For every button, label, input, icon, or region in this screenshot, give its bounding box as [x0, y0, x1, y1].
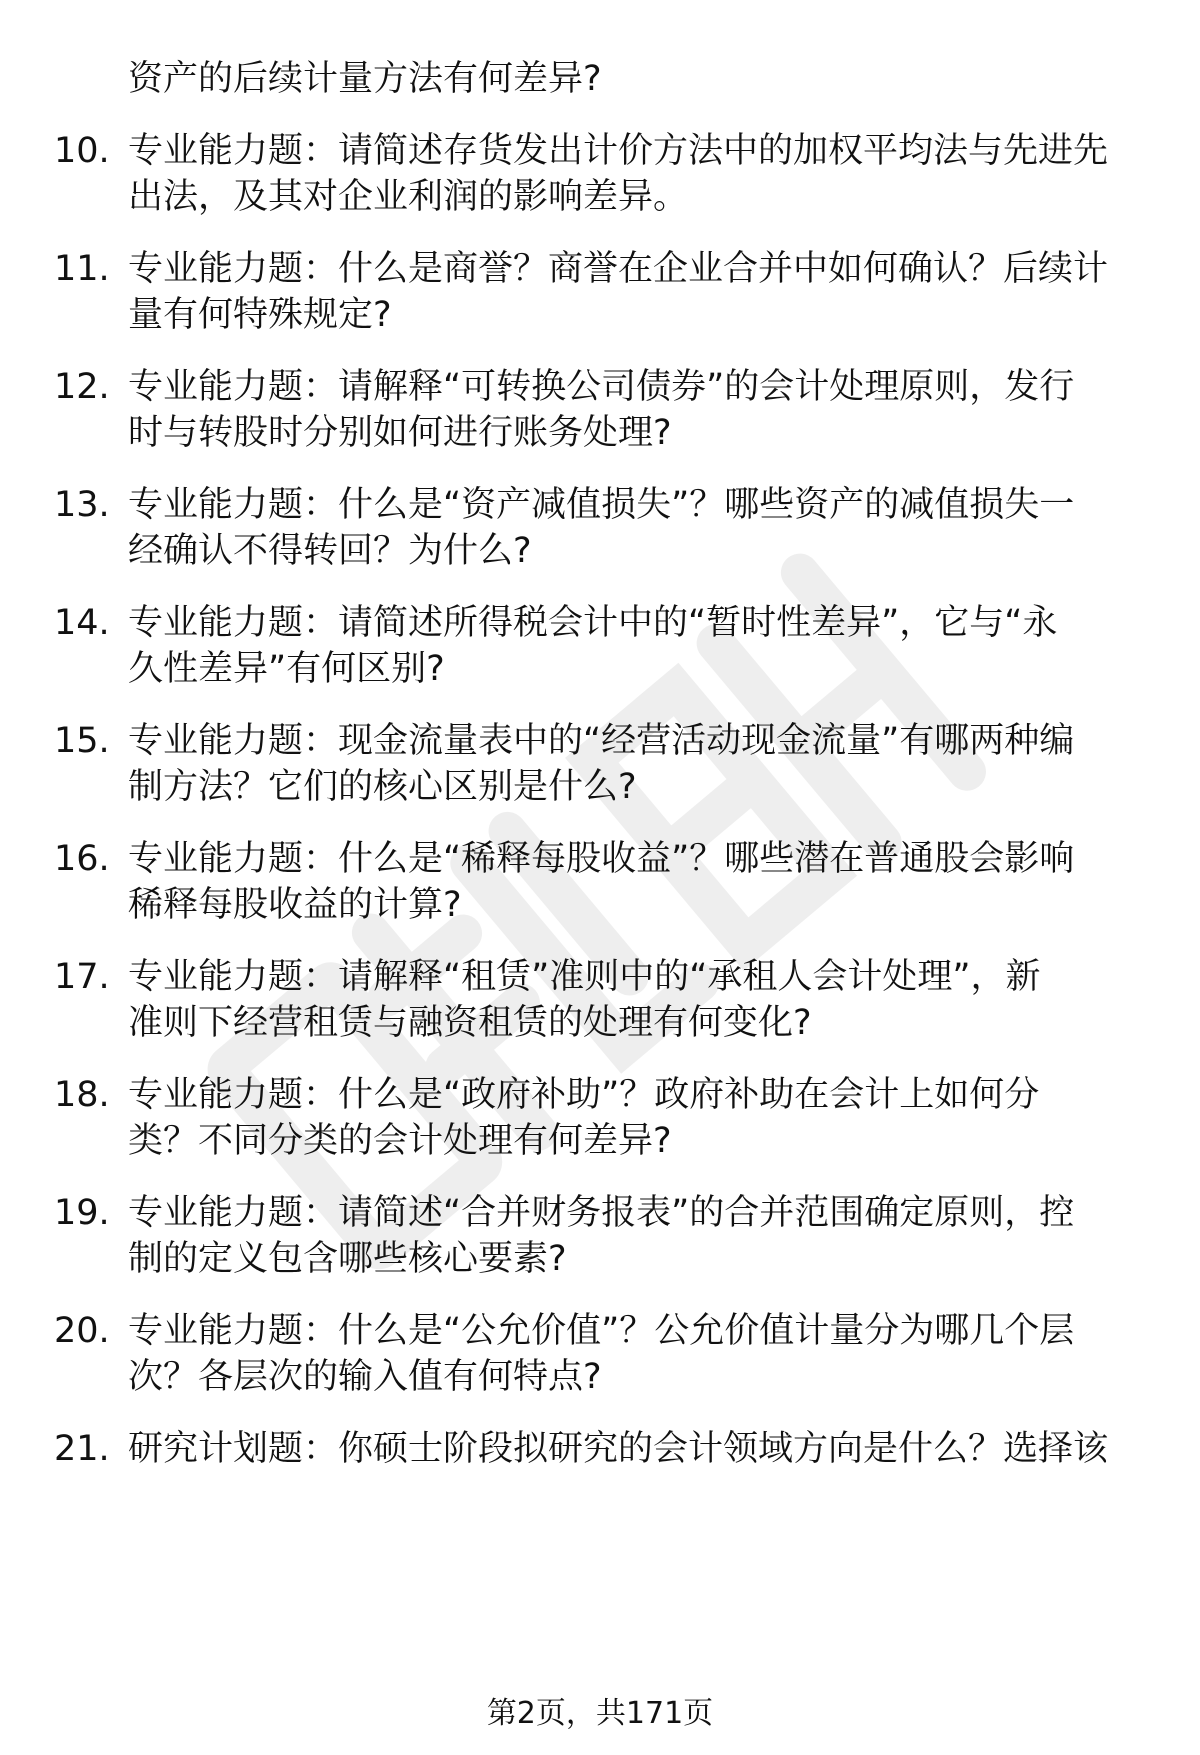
question-text-line: 专业能力题：什么是“公允价值”？公允价值计量分为哪几个层 — [128, 1311, 1075, 1351]
question-text-line: 时与转股时分别如何进行账务处理? — [128, 413, 672, 453]
question-text-line: 稀释每股收益的计算? — [128, 885, 462, 925]
question-text-line: 专业能力题：请解释“租赁”准则中的“承租人会计处理”，新 — [128, 957, 1041, 997]
question-text-line: 专业能力题：什么是“政府补助”？政府补助在会计上如何分 — [128, 1075, 1040, 1115]
question-number: 17. — [54, 957, 110, 997]
question-text-line: 专业能力题：什么是“稀释每股收益”？哪些潜在普通股会影响 — [128, 839, 1075, 879]
question-text-line: 出法，及其对企业利润的影响差异。 — [128, 177, 689, 217]
question-text-line: 次？各层次的输入值有何特点? — [128, 1357, 602, 1397]
question-text-line: 专业能力题：什么是“资产减值损失”？哪些资产的减值损失一 — [128, 485, 1075, 525]
question-number: 12. — [54, 367, 110, 407]
question-number: 13. — [54, 485, 110, 525]
question-text-line: 专业能力题：请简述“合并财务报表”的合并范围确定原则，控 — [128, 1193, 1075, 1233]
question-text-line: 类？不同分类的会计处理有何差异? — [128, 1121, 672, 1161]
question-number: 21. — [54, 1429, 110, 1469]
question-text-line: 制的定义包含哪些核心要素? — [128, 1239, 567, 1279]
question-text-line: 专业能力题：什么是商誉？商誉在企业合并中如何确认？后续计 — [128, 249, 1109, 289]
question-number: 10. — [54, 131, 110, 171]
question-text-line: 专业能力题：请解释“可转换公司债券”的会计处理原则，发行 — [128, 367, 1075, 407]
question-text-line: 专业能力题：请简述所得税会计中的“暂时性差异”，它与“永 — [128, 603, 1058, 643]
question-text-line: 久性差异”有何区别? — [128, 649, 445, 689]
question-number: 16. — [54, 839, 110, 879]
question-text-line: 量有何特殊规定? — [128, 295, 392, 335]
question-number: 18. — [54, 1075, 110, 1115]
question-text-line: 经确认不得转回？为什么? — [128, 531, 532, 571]
question-number: 15. — [54, 721, 110, 761]
question-number: 14. — [54, 603, 110, 643]
question-number: 19. — [54, 1193, 110, 1233]
question-number: 11. — [54, 249, 110, 289]
question-text-line: 资产的后续计量方法有何差异? — [128, 59, 602, 99]
page-footer: 第2页，共171页 — [486, 1696, 714, 1731]
question-text-line: 专业能力题：现金流量表中的“经营活动现金流量”有哪两种编 — [128, 721, 1075, 761]
question-text-line: 专业能力题：请简述存货发出计价方法中的加权平均法与先进先 — [128, 131, 1109, 171]
question-number: 20. — [54, 1311, 110, 1351]
question-text-line: 研究计划题：你硕士阶段拟研究的会计领域方向是什么？选择该 — [128, 1429, 1109, 1469]
question-text-line: 准则下经营租赁与融资租赁的处理有何变化? — [128, 1003, 812, 1043]
question-text-line: 制方法？它们的核心区别是什么? — [128, 767, 637, 807]
